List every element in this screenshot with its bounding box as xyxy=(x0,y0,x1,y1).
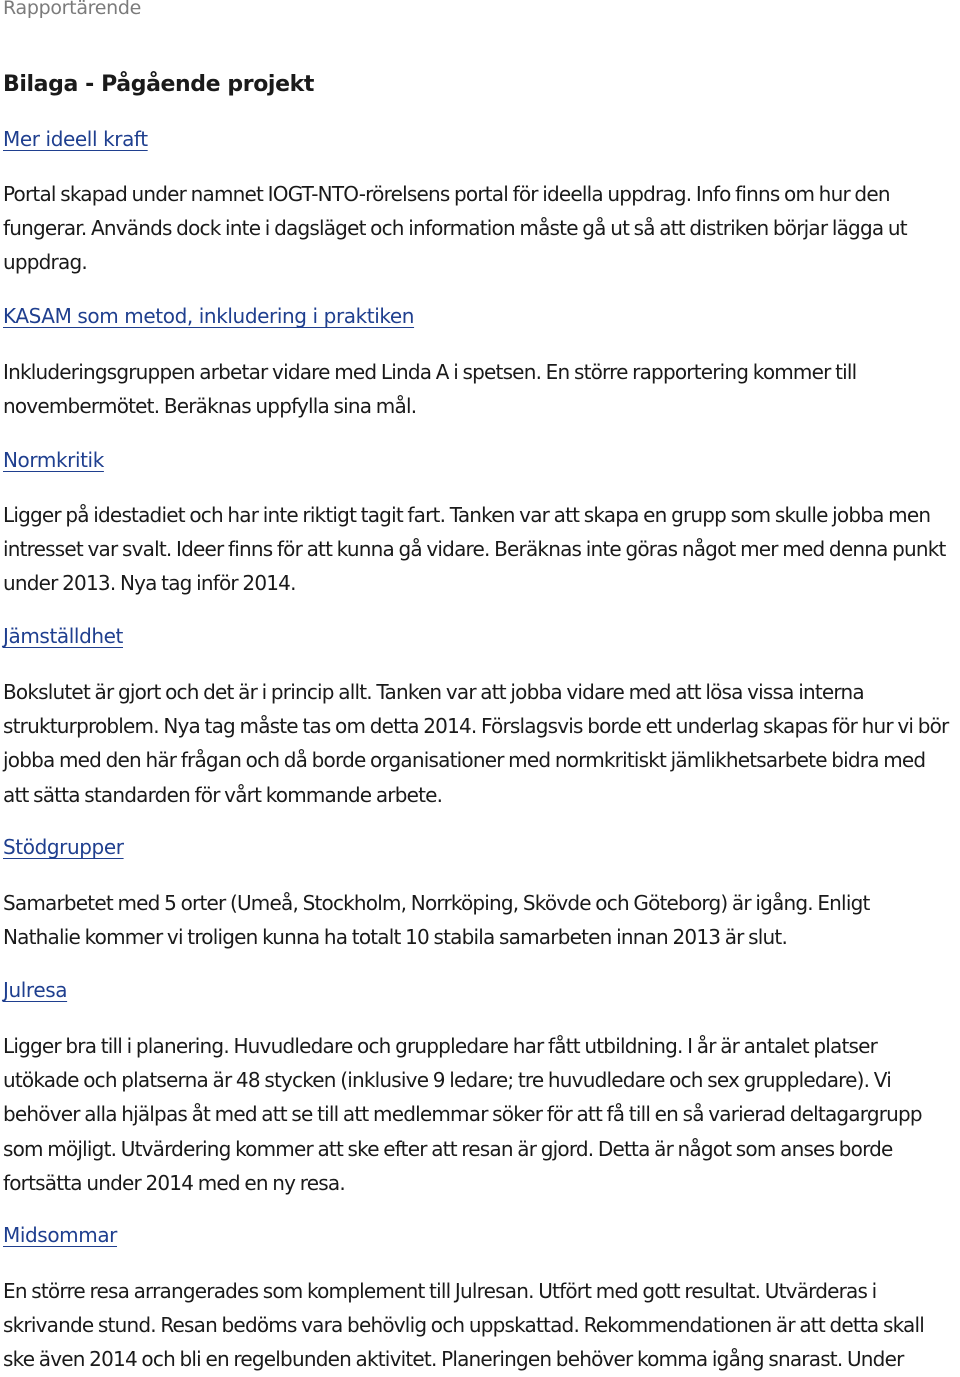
section-heading-midsommar[interactable]: Midsommar xyxy=(3,1223,118,1247)
section-heading-kasam[interactable]: KASAM som metod, inkludering i praktiken xyxy=(3,304,415,328)
page-title: Bilaga - Pågående projekt xyxy=(3,72,314,97)
section-body-jamstalldhet: Bokslutet är gjort och det är i princip allt. Tanken var att jobba vidare med att lösa vissa interna strukturproblem. Nya tag måste tas om detta 2014. Förslagsvis borde ett underlag skapas för hur vi bör jobba med den här frågan och då borde organisationer med normkritiskt jämlikhetsarbete bidra med att sätta standarden för vårt kommande arbete. xyxy=(3,680,949,807)
section-body-stodgrupper: Samarbetet med 5 orter (Umeå, Stockholm, Norrköping, Skövde och Göteborg) är igång. Enligt Nathalie kommer vi troligen kunna ha totalt 10 stabila samarbeten innan 2013 är slut. xyxy=(3,891,870,950)
section-body-mer-ideell-kraft: Portal skapad under namnet IOGT-NTO-rörelsens portal för ideella uppdrag. Info finns om hur den fungerar. Används dock inte i dagsläget och information måste gå ut så att distriken börjar lägga ut uppdrag. xyxy=(3,182,907,275)
section-heading-julresa[interactable]: Julresa xyxy=(3,978,68,1002)
section-heading-stodgrupper[interactable]: Stödgrupper xyxy=(3,835,124,859)
section-body-kasam: Inkluderingsgruppen arbetar vidare med Linda A i spetsen. En större rapportering kommer till novembermötet. Beräknas uppfylla sina mål. xyxy=(3,360,857,419)
section-body-julresa: Ligger bra till i planering. Huvudledare och gruppledare har fått utbildning. I år är antalet platser utökade och platserna är 48 stycken (inklusive 9 ledare; tre huvudledare och sex gruppledare). Vi behöver alla hjälpas åt med att se till att medlemmar söker för att få till en så varierad deltagargrupp som möjligt. Utvärdering kommer att ske efter att resan är gjord. Detta är något som anses borde fortsätta under 2014 med en ny resa. xyxy=(3,1034,922,1195)
section-heading-jamstalldhet[interactable]: Jämställdhet xyxy=(3,624,123,648)
running-header: Rapportärende xyxy=(3,0,142,19)
section-body-midsommar: En större resa arrangerades som komplement till Julresan. Utfört med gott resultat. Utvärderas i skrivande stund. Resan bedöms vara behövlig och uppskattad. Rekommendationen är att detta skall ske även 2014 och bli en regelbunden aktivitet. Planeringen behöver komma igång snarast. Under xyxy=(3,1279,924,1372)
section-heading-normkritik[interactable]: Normkritik xyxy=(3,448,104,472)
section-body-normkritik: Ligger på idestadiet och har inte riktigt tagit fart. Tanken var att skapa en grupp som skulle jobba men intresset var svalt. Ideer finns för att kunna gå vidare. Beräknas inte göras något mer med denna punkt under 2013. Nya tag inför 2014. xyxy=(3,503,946,596)
section-heading-mer-ideell-kraft[interactable]: Mer ideell kraft xyxy=(3,127,148,151)
